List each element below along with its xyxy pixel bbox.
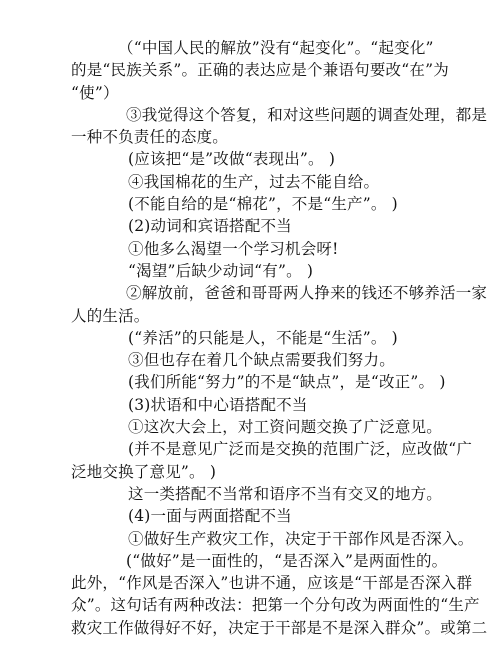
text-line: (“养活”的只能是人，不能是“生活”。 ) — [128, 328, 398, 347]
text-line: ①做好生产救灾工作，决定于干部作风是否深入。 — [128, 529, 474, 548]
text-line: 救灾工作做得好不好，决定于干部是不是深入群众”。或第二 — [71, 618, 488, 637]
text-line: 此外，“作风是否深入”也讲不通，应该是“干部是否深入群 — [71, 574, 473, 593]
text-line: ③我觉得这个答复，和对这些问题的调查处理，都是 — [126, 105, 488, 124]
text-line: (“做好”是一面性的，“是否深入”是两面性的。 — [126, 551, 448, 570]
text-line: （“中国人民的解放”没有“起变化”。“起变化” — [118, 39, 434, 57]
text-line: (并不是意见广泛而是交换的范围广泛，应改做“广 — [128, 440, 473, 459]
text-line: “使”） — [71, 83, 119, 102]
text-line: “渴望”后缺少动词“有”。 ) — [128, 261, 314, 280]
text-line: (不能自给的是“棉花”，不是“生产”。 ) — [128, 195, 398, 214]
text-line: 众”。这句话有两种改法：把第一个分句改为两面性的“生产 — [71, 596, 480, 615]
text-line: (应该把“是”改做“表现出”。 ) — [128, 150, 336, 169]
text-line: ③但也存在着几个缺点需要我们努力。 — [128, 351, 395, 370]
text-line: 一种不负责任的态度。 — [71, 128, 229, 147]
text-line: 这一类搭配不当常和语序不当有交叉的地方。 — [128, 484, 443, 503]
text-line: ①他多么渴望一个学习机会呀! — [128, 239, 339, 258]
section-heading: (2)动词和宾语搭配不当 — [128, 217, 292, 236]
text-line: (我们所能“努力”的不是“缺点”，是“改正”。 ) — [128, 373, 446, 392]
text-line: 泛地交换了意见”。 ) — [71, 462, 217, 481]
text-line: ①这次大会上，对工资问题交换了广泛意见。 — [128, 418, 443, 437]
section-heading: (4)一面与两面搭配不当 — [128, 507, 292, 526]
text-line: 的是“民族关系”。正确的表达应是个兼语句要改“在”为 — [71, 61, 449, 80]
text-line: ②解放前，爸爸和哥哥两人挣来的钱还不够养活一家 — [126, 284, 488, 303]
text-line: ④我国棉花的生产，过去不能自给。 — [128, 172, 380, 191]
text-line: 人的生活。 — [71, 306, 150, 325]
section-heading: (3)状语和中心语搭配不当 — [128, 395, 308, 414]
